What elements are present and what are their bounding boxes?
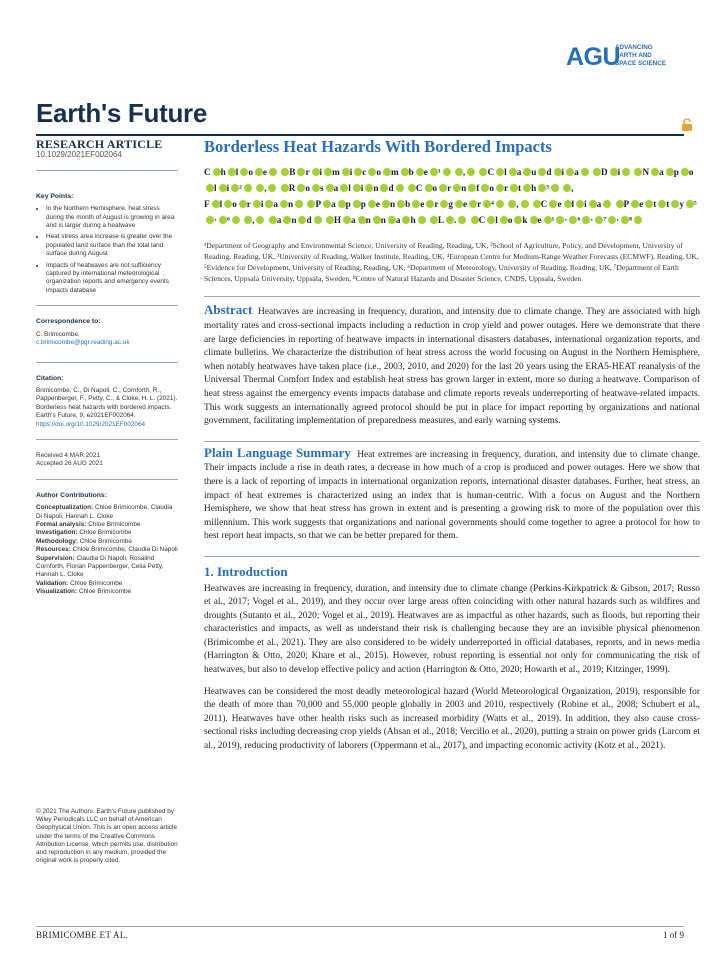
plain-language-summary [204, 446, 700, 544]
divider [204, 556, 700, 557]
orcid-icon[interactable] [483, 200, 491, 208]
contribution-role: Visualization: [36, 588, 78, 596]
orcid-icon[interactable] [569, 216, 577, 224]
divider [36, 170, 178, 171]
orcid-icon[interactable] [244, 216, 252, 224]
orcid-icon[interactable] [645, 200, 653, 208]
orcid-icon[interactable] [538, 168, 546, 176]
orcid-icon[interactable] [323, 200, 331, 208]
contribution-names: Chloe Brimicombe [79, 529, 132, 537]
contribution-names: Chloe Brimicombe [78, 588, 132, 596]
orcid-icon[interactable] [610, 168, 618, 176]
orcid-icon[interactable] [509, 168, 517, 176]
orcid-icon[interactable] [256, 216, 264, 224]
contribution-item [36, 504, 178, 521]
orcid-icon[interactable] [416, 168, 424, 176]
orcid-icon[interactable] [481, 184, 489, 192]
orcid-icon[interactable] [298, 216, 306, 224]
key-point: • In the Northern Hemisphere, heat stress during the month of August is growing in area and is larger during a heatwave [46, 205, 178, 230]
orcid-icon[interactable] [255, 168, 263, 176]
orcid-icon[interactable] [487, 216, 495, 224]
abstract-text: Heatwaves are increasing in frequency, duration, and intensity due to climate change. They are associated with high mortality rates and cross-sectional impacts including a reduction in crop yield and power outages. Here we demonstrate that there are large deficiencies in reporting of heatwave impacts in international disasters databases, international organization reports, and climate bulletins. We characterize the distribution of heat stress across the world focusing on August in the Northern Hemisphere, when notably heatwaves have taken place (i.e., 2003, 2010, and 2020) for the last 20 years using the ERA5-HEAT reanalysis of the Universal Thermal Comfort Index and establish heat stress has grown larger in extent, more so during a heatwave. Comparison of heat stress against the emergency events impacts database and climate reports reveals underreporting of heatwave-related impacts. This work suggests an internationally agreed protocol should be put in place for impact reporting by organizations and national government, facilitating implementation of preparedness measures, and early warning systems. [204, 307, 700, 427]
orcid-icon[interactable] [651, 168, 659, 176]
contributions-list [36, 504, 178, 596]
orcid-icon[interactable] [312, 168, 320, 176]
contribution-names: Chloe Brimicombe, Claudia Di Napoli, Hannah L. Cloke [36, 504, 173, 520]
orcid-icon[interactable] [616, 200, 624, 208]
orcid-icon[interactable] [549, 200, 557, 208]
orcid-icon[interactable] [383, 168, 391, 176]
orcid-icon[interactable] [388, 216, 396, 224]
key-points [36, 205, 178, 295]
orcid-icon[interactable] [228, 168, 236, 176]
citation-text: Brimicombe, C., Di Napoli, C., Cornforth, R., Pappenberger, F., Petty, C., & Cloke, H. L. (2021). Borderless heat hazards with bordered impacts. Earth's Future, 9, e2021EF002064. [36, 386, 178, 420]
orcid-icon[interactable] [358, 216, 366, 224]
orcid-icon[interactable] [603, 200, 611, 208]
orcid-icon[interactable] [206, 216, 214, 224]
orcid-icon[interactable] [281, 168, 289, 176]
contribution-item [36, 555, 178, 580]
orcid-icon[interactable] [581, 168, 589, 176]
affiliations: ¹Department of Geography and Environmental Science, University of Reading, Reading, UK, ²School of Agriculture, Policy, and Development, University of Reading, Reading, UK, ³University of Reading, Walker Institute, Reading, UK, ⁴European Centre for Medium-Range Weather Forecasts (ECMWF), Reading, UK, ⁵Evidence for Development, University of Reading, Reading, UK, ⁶Department of Meteorology, University of Reading, Reading, UK, ⁷Department of Earth Sciences, Uppsala University, Uppsala, Sweden, ⁸Centre of Natural Hazards and Disaster Science, CNDS, Uppsala, Sweden [204, 240, 699, 284]
orcid-icon[interactable] [500, 216, 508, 224]
divider [36, 362, 178, 363]
article-title: Borderless Heat Hazards With Bordered Impacts [204, 137, 552, 156]
orcid-icon[interactable] [521, 200, 529, 208]
citation-heading: Citation: [36, 374, 64, 382]
contribution-names: Chloe Brimicombe [70, 579, 123, 587]
orcid-icon[interactable] [622, 168, 630, 176]
orcid-icon[interactable] [224, 200, 232, 208]
orcid-icon[interactable] [324, 168, 332, 176]
orcid-icon[interactable] [231, 184, 239, 192]
orcid-icon[interactable] [514, 216, 522, 224]
citation-link[interactable]: https://doi.org/10.1029/2021EF002064 [36, 420, 146, 428]
orcid-icon[interactable] [253, 200, 261, 208]
contribution-role: Validation: [36, 579, 69, 587]
orcid-icon[interactable] [686, 200, 694, 208]
orcid-icon[interactable] [440, 200, 448, 208]
orcid-icon[interactable] [368, 168, 376, 176]
orcid-icon[interactable] [373, 216, 381, 224]
divider [36, 479, 178, 480]
orcid-icon[interactable] [401, 168, 409, 176]
key-point: • Impacts of heatwaves are not sufficiency captured by international meteorological organization reports and emergency events impacts database [46, 262, 178, 296]
main-column [204, 137, 701, 754]
agu-tag-line: ADVANCING [615, 44, 653, 51]
orcid-icon[interactable] [314, 216, 322, 224]
orcid-icon[interactable] [508, 200, 516, 208]
orcid-icon[interactable] [212, 200, 220, 208]
orcid-icon[interactable] [418, 216, 426, 224]
divider [204, 441, 700, 442]
orcid-icon[interactable] [564, 200, 572, 208]
orcid-icon[interactable] [479, 168, 487, 176]
orcid-icon[interactable] [455, 200, 463, 208]
orcid-icon[interactable] [412, 200, 420, 208]
correspondence-heading: Correspondence to: [36, 318, 101, 326]
orcid-icon[interactable] [354, 168, 362, 176]
authors-line: F l o r i a n P a p p e n b e r g e r ⁴ , C e l i a P e t t y ⁵· ⁶ , a n d H a n n a h L . C l o k e ¹ · ⁶ · ⁷ · ⁸ [204, 198, 697, 225]
orcid-icon[interactable] [556, 216, 564, 224]
correspondence-name: C. Brimicombe, [36, 330, 80, 338]
contribution-item [36, 538, 178, 546]
copyright-notice: © 2021 The Authors. Earth's Future published by Wiley Periodicals LLC on behalf of American Geophysical Union. This is an open access article under the terms of the Creative Commons Attribution License, which permits use, distribution and reproduction in any medium, provided the original work is properly cited. [36, 808, 178, 865]
orcid-icon[interactable] [342, 168, 350, 176]
section-heading-introduction: 1. Introduction [204, 563, 288, 579]
orcid-icon[interactable] [471, 216, 479, 224]
orcid-icon[interactable] [563, 184, 571, 192]
pls-text: Heat extremes are increasing in frequency, duration, and intensity due to climate change. Their impacts include a rise in death rates, a decrease in how much of a crop is produced and power outages. Here we show that there is a lack of reporting of impacts in international organization reports, international disaster databases. Further, heat stress, an impact of heat extremes is characterized using an index that is human-centric. With a focus on August and the Northern Hemisphere, we show that heat stress has grown in extent and is presenting a growing risk to more of the population over this millennium. This work suggests that organizations and national governments should come together to agree a protocol for how to best report heat impacts, so that we can be better prepared for them. [204, 449, 701, 542]
orcid-icon[interactable] [295, 200, 303, 208]
orcid-icon[interactable] [496, 168, 504, 176]
accepted-date: Accepted 26 AUG 2021 [36, 460, 103, 468]
orcid-icon[interactable] [368, 200, 376, 208]
key-points-heading: Key Points: [36, 192, 74, 200]
abstract-heading: Abstract [204, 302, 253, 318]
orcid-icon[interactable] [269, 216, 277, 224]
orcid-icon[interactable] [634, 168, 642, 176]
orcid-icon[interactable] [430, 216, 438, 224]
orcid-icon[interactable] [326, 184, 334, 192]
orcid-icon[interactable] [496, 200, 504, 208]
orcid-icon[interactable] [681, 168, 689, 176]
contribution-role: Conceptualization: [36, 504, 94, 512]
agu-tag-line: SPACE SCIENCE [615, 60, 666, 67]
orcid-icon[interactable] [533, 200, 541, 208]
header-rule [36, 134, 684, 136]
orcid-icon[interactable] [582, 216, 590, 224]
contribution-item [36, 546, 178, 554]
orcid-icon[interactable] [307, 200, 315, 208]
orcid-icon[interactable] [430, 168, 438, 176]
orcid-icon[interactable] [426, 200, 434, 208]
authors [204, 164, 700, 228]
contribution-role: Methodology: [36, 537, 78, 545]
orcid-icon[interactable] [343, 216, 351, 224]
key-point: • Heat stress area increase is greater over the populated land surface than the total land surface during August [46, 233, 178, 258]
contribution-item [36, 588, 178, 596]
orcid-icon[interactable] [453, 184, 461, 192]
orcid-icon[interactable] [589, 200, 597, 208]
orcid-icon[interactable] [380, 184, 388, 192]
orcid-icon[interactable] [206, 184, 214, 192]
orcid-icon[interactable] [523, 184, 531, 192]
orcid-icon[interactable] [326, 216, 334, 224]
orcid-icon[interactable] [595, 216, 603, 224]
orcid-icon[interactable] [265, 200, 273, 208]
page-number: 1 of 9 [663, 930, 684, 940]
left-sidebar [36, 137, 178, 597]
contributions-heading: Author Contributions: [36, 491, 107, 499]
divider [36, 305, 178, 306]
divider [36, 439, 178, 440]
orcid-icon[interactable] [671, 200, 679, 208]
running-footer-authors: BRIMICOMBE ET AL. [36, 930, 129, 940]
contribution-item [36, 529, 178, 537]
open-access-lock-icon [680, 118, 694, 132]
orcid-icon[interactable] [530, 216, 538, 224]
orcid-icon[interactable] [240, 168, 248, 176]
orcid-icon[interactable] [396, 184, 404, 192]
orcid-icon[interactable] [551, 184, 559, 192]
abstract [204, 303, 700, 428]
orcid-icon[interactable] [469, 200, 477, 208]
orcid-icon[interactable] [408, 184, 416, 192]
orcid-icon[interactable] [280, 200, 288, 208]
orcid-icon[interactable] [576, 200, 584, 208]
agu-logo [566, 42, 686, 72]
orcid-icon[interactable] [232, 216, 240, 224]
orcid-icon[interactable] [353, 200, 361, 208]
orcid-icon[interactable] [402, 216, 410, 224]
contribution-names: Chloe Brimicombe, Claudia Di Napoli [72, 546, 178, 554]
orcid-icon[interactable] [544, 216, 552, 224]
agu-tagline [615, 44, 685, 68]
footer-rule [36, 926, 684, 927]
orcid-icon[interactable] [244, 184, 252, 192]
intro-paragraph: Heatwaves can be considered the most deadly meteorological hazard (World Meteorological Organization, 2019), responsible for the death of more than 70,000 and 55,000 people globally in 2003 and 2010, respectively (Robine et al., 2008; Schubert et al., 2011). Heatwaves have other health risks such as increased morbidity (Watts et al., 2019). In addition, they also cause cross-sectional risks including decreasing crop yields (Ahsan et al., 2018; Vercillo et al., 2020), putting a strain on power grids (Larcom et al., 2019), reducing productivity of laborers (Oppermann et al., 2017), and impacting economic activity (Kotz et al., 2021). [204, 686, 700, 752]
orcid-icon[interactable] [297, 168, 305, 176]
divider [204, 296, 700, 297]
orcid-icon[interactable] [631, 200, 639, 208]
orcid-icon[interactable] [268, 184, 276, 192]
orcid-icon[interactable] [523, 168, 531, 176]
orcid-icon[interactable] [340, 184, 348, 192]
agu-mark: AGU [566, 43, 621, 71]
orcid-icon[interactable] [365, 184, 373, 192]
orcid-icon[interactable] [538, 184, 546, 192]
contribution-role: Supervision: [36, 554, 75, 562]
contribution-role: Formal analysis: [36, 520, 87, 528]
orcid-icon[interactable] [658, 200, 666, 208]
orcid-icon[interactable] [213, 168, 221, 176]
orcid-icon[interactable] [439, 184, 447, 192]
orcid-icon[interactable] [621, 216, 629, 224]
orcid-icon[interactable] [443, 168, 451, 176]
orcid-icon[interactable] [219, 184, 227, 192]
journal-title: Earth's Future [36, 98, 208, 128]
orcid-icon[interactable] [468, 184, 476, 192]
orcid-icon[interactable] [239, 200, 247, 208]
article-type: RESEARCH ARTICLE [36, 137, 163, 151]
orcid-icon[interactable] [338, 200, 346, 208]
contribution-names: Claudia Di Napoli, Rosalind Cornforth, Florian Pappenberger, Celia Petty, Hannah L. Cloke [36, 554, 164, 579]
orcid-icon[interactable] [312, 184, 320, 192]
orcid-icon[interactable] [297, 184, 305, 192]
agu-tag-line: EARTH AND [615, 52, 652, 59]
orcid-icon[interactable] [353, 184, 361, 192]
contribution-item [36, 580, 178, 588]
orcid-icon[interactable] [593, 168, 601, 176]
correspondence-email[interactable]: c.brimicombe@pgr.reading.ac.uk [36, 339, 130, 347]
orcid-icon[interactable] [283, 216, 291, 224]
orcid-icon[interactable] [269, 168, 277, 176]
orcid-icon[interactable] [458, 216, 466, 224]
intro-paragraph: Heatwaves are increasing in frequency, duration, and intensity due to climate change (Perkins-Kirkpatrick & Gibson, 2017; Russo et al., 2017; Vogel et al., 2019), and they occur over large areas often coinciding with other natural hazards such as wildfires and droughts (Sutanto et al., 2020; Vogel et al., 2019). Heatwaves are as impactful as other hazards, such as floods, but reporting their characteristics and impacts, as well as understand their risk is challenging because they are an invisible physical phenomenon (Brimicombe et al., 2021). They are also considered to be widely underreported in official databases, reports, and in news media (Harrington & Otto, 2020; Khare et al., 2015). However, robust reporting is essential not only for communicating the risk of heatwaves, but also to develop effective policy and action (Harrington & Otto, 2020; Howarth et al., 2019; Kitzinger, 1999). [204, 583, 700, 676]
orcid-icon[interactable] [496, 184, 504, 192]
orcid-icon[interactable] [510, 184, 518, 192]
orcid-icon[interactable] [425, 184, 433, 192]
orcid-icon[interactable] [455, 168, 463, 176]
contribution-role: Investigation: [36, 529, 78, 537]
orcid-icon[interactable] [566, 168, 574, 176]
orcid-icon[interactable] [634, 216, 642, 224]
orcid-icon[interactable] [446, 216, 454, 224]
contribution-names: Chloe Brimicombe [79, 537, 132, 545]
authors-line: C h l o e B r i m i c o m b e ¹ , C l a u d i a D i N a p ol i ² , R o s a l i n d C o r n f o r t h ³ , [204, 166, 694, 193]
orcid-icon[interactable] [666, 168, 674, 176]
orcid-icon[interactable] [608, 216, 616, 224]
orcid-icon[interactable] [281, 184, 289, 192]
received-date: Received 4 MAR 2021 [36, 451, 100, 459]
contribution-role: Resources: [36, 546, 71, 554]
orcid-icon[interactable] [256, 184, 264, 192]
pls-heading: Plain Language Summary [204, 444, 351, 460]
orcid-icon[interactable] [467, 168, 475, 176]
orcid-icon[interactable] [397, 200, 405, 208]
orcid-icon[interactable] [554, 168, 562, 176]
contribution-item [36, 521, 178, 529]
doi: 10.1029/2021EF002064 [36, 150, 122, 160]
orcid-icon[interactable] [219, 216, 227, 224]
contribution-names: Chloe Brimicombe [88, 520, 141, 528]
orcid-icon[interactable] [382, 200, 390, 208]
